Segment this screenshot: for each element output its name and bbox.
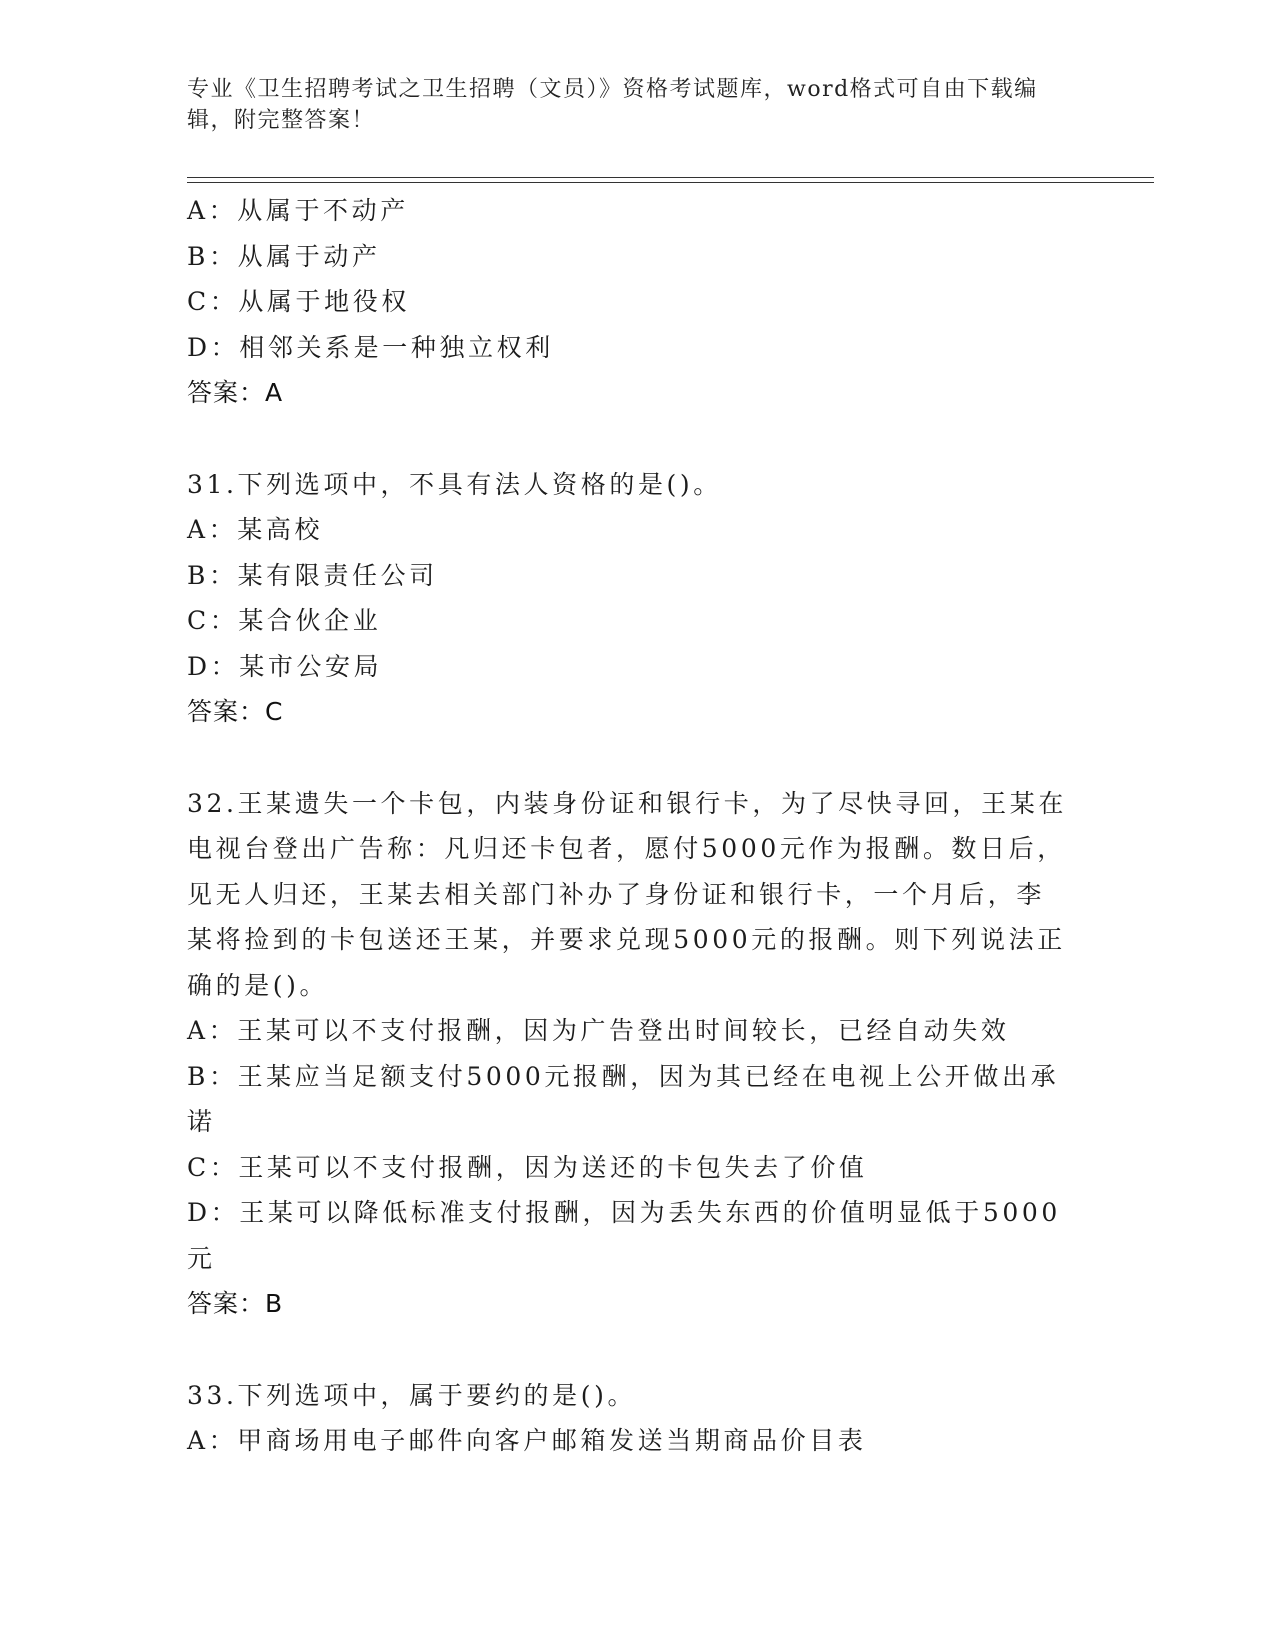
option-a: A：王某可以不支付报酬，因为广告登出时间较长，已经自动失效 xyxy=(187,1016,1010,1045)
header-note: 专业《卫生招聘考试之卫生招聘（文员）》资格考试题库，word格式可自由下载编辑，附完整答案！ xyxy=(187,77,1038,133)
question-stem: 33.下列选项中，属于要约的是()。 xyxy=(187,1380,637,1410)
answer: 答案：A xyxy=(187,378,284,407)
option-d: D：某市公安局 xyxy=(187,651,383,681)
question-stem: 31.下列选项中，不具有法人资格的是()。 xyxy=(187,469,722,499)
answer: 答案：B xyxy=(187,1289,284,1318)
option-b: B：某有限责任公司 xyxy=(187,560,438,590)
header-divider-bottom xyxy=(187,182,1154,183)
question-32 xyxy=(187,781,1067,1327)
question-list xyxy=(187,188,1067,1464)
spacer xyxy=(187,735,1067,781)
option-a: A：某高校 xyxy=(187,515,324,544)
option-c: C：某合伙企业 xyxy=(187,606,382,635)
option-b: B：从属于动产 xyxy=(187,241,381,271)
header-divider-top xyxy=(187,177,1154,178)
question-stem: 32.王某遗失一个卡包，内装身份证和银行卡，为了尽快寻回，王某在电视台登出广告称：凡归还卡包者，愿付5000元作为报酬。数日后，见无人归还，王某去相关部门补办了身份证和银行卡，一个月后，李某将捡到的卡包送还王某，并要求兑现5000元的报酬。则下列说法正确的是()。 xyxy=(187,788,1067,1000)
option-c: C：王某可以不支付报酬，因为送还的卡包失去了价值 xyxy=(187,1152,868,1182)
option-c: C：从属于地役权 xyxy=(187,287,410,316)
question-33 xyxy=(187,1373,1067,1464)
answer: 答案：C xyxy=(187,697,284,726)
option-a: A：甲商场用电子邮件向客户邮箱发送当期商品价目表 xyxy=(187,1426,867,1455)
option-d: D：王某可以降低标准支付报酬，因为丢失东西的价值明显低于5000元 xyxy=(187,1198,1061,1273)
question-30 xyxy=(187,188,1067,416)
option-d: D：相邻关系是一种独立权利 xyxy=(187,332,554,362)
spacer xyxy=(187,416,1067,462)
spacer xyxy=(187,1327,1067,1373)
option-b: B：王某应当足额支付5000元报酬，因为其已经在电视上公开做出承诺 xyxy=(187,1061,1060,1136)
option-a: A：从属于不动产 xyxy=(187,196,409,225)
question-31 xyxy=(187,462,1067,735)
